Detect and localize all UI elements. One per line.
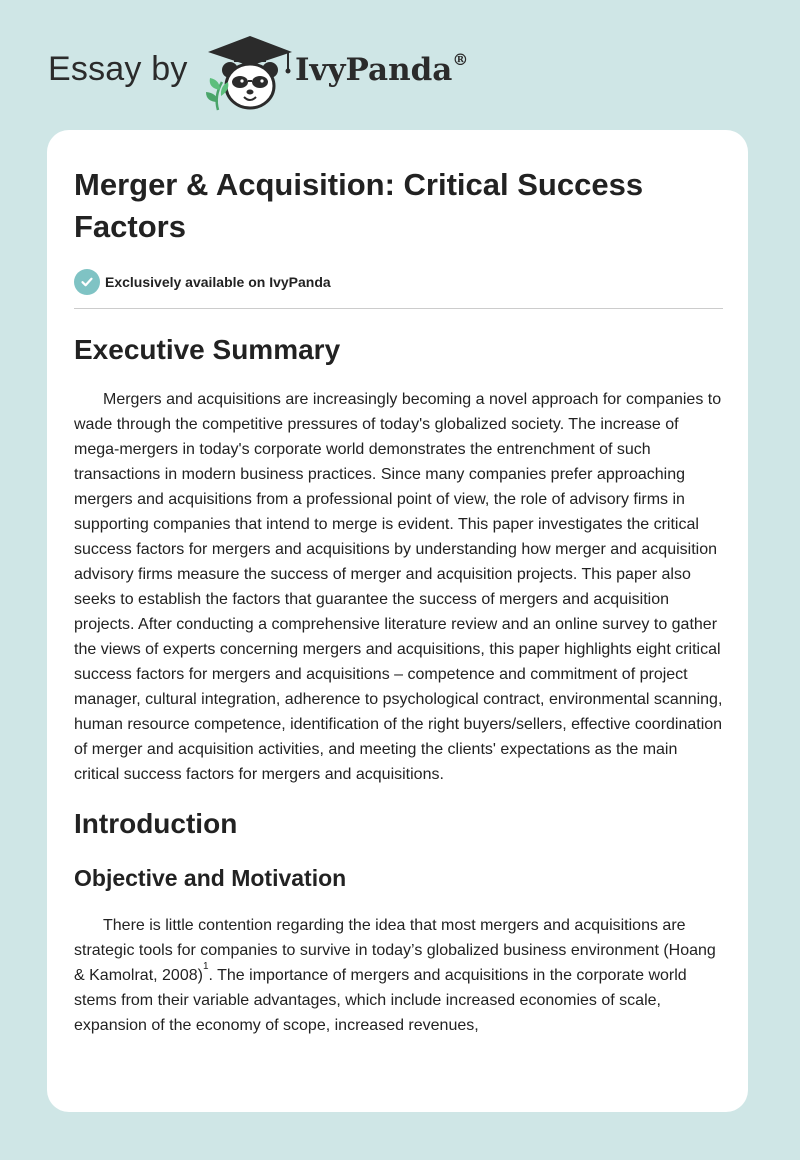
essay-content bbox=[74, 164, 724, 1038]
objective-text-part2: . The importance of mergers and acquisitions in the corporate world stems from their variable advantages, which include increased economies of scale, expansion of the economy of scope, increased revenues, bbox=[74, 967, 687, 1034]
objective-text-part1: There is little contention regarding the idea that most mergers and acquisitions are strategic tools for companies to survive in today’s globalized business environment (Hoang & Kamolrat, 2008) bbox=[74, 917, 716, 984]
check-icon bbox=[74, 269, 100, 295]
brand-text: IvyPanda bbox=[295, 52, 453, 88]
brand-name[interactable] bbox=[295, 52, 468, 88]
availability-text: Exclusively available on IvyPanda bbox=[105, 274, 331, 290]
section-heading-executive-summary: Executive Summary bbox=[74, 334, 341, 365]
footnote-ref-1[interactable]: 1 bbox=[202, 961, 209, 972]
divider bbox=[74, 308, 723, 309]
page-title: Merger & Acquisition: Critical Success Factors bbox=[74, 167, 644, 244]
registered-mark: ® bbox=[452, 50, 469, 69]
site-header bbox=[0, 0, 800, 130]
availability-badge bbox=[74, 268, 724, 296]
objective-paragraph bbox=[74, 913, 724, 1038]
subheading-objective-and-motivation: Objective and Motivation bbox=[74, 865, 347, 891]
executive-summary-paragraph: Mergers and acquisitions are increasingly becoming a novel approach for companies to wade through the competitive pressures of today's globalized society. The increase of mega-mergers in today's corporate world demonstrates the entrenchment of such transactions in modern business practices. Since many companies prefer approaching mergers and acquisitions from a professional point of view, the role of advisory firms in supporting companies that intend to merge is evident. This paper investigates the critical success factors for mergers and acquisitions by understanding how merger and acquisition advisory firms measure the success of merger and acquisition projects. This paper also seeks to establish the factors that guarantee the success of mergers and acquisition projects. After conducting a comprehensive literature review and an online survey to gather the views of experts concerning mergers and acquisitions, this paper highlights eight critical success factors for mergers and acquisitions – competence and commitment of project manager, cultural integration, adherence to psychological contract, environmental scanning, human resource competence, identification of the right buyers/sellers, effective coordination of merger and acquisition activities, and meeting the clients' expectations as the main critical success factors for mergers and acquisitions. bbox=[74, 391, 723, 783]
essay-card bbox=[47, 130, 748, 1112]
essay-by-label: Essay by bbox=[48, 50, 188, 88]
section-heading-introduction: Introduction bbox=[74, 808, 238, 839]
ivypanda-logo-icon[interactable] bbox=[200, 30, 300, 114]
